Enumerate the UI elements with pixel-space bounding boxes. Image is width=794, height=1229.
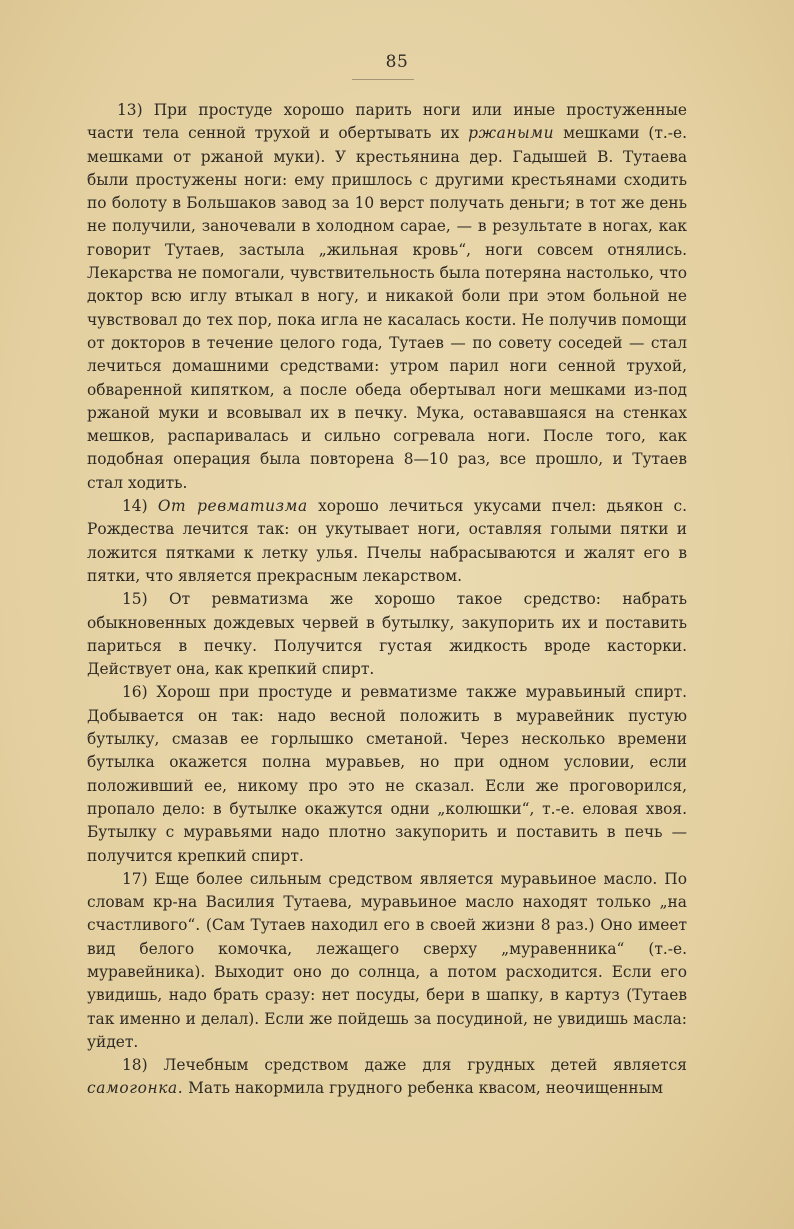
paragraph-text: 15) От ревматизма же хорошо такое средство: набрать обыкновенных дождевых червей в бутылку, закупорить их и поставить париться в печку. Получится густая жидкость вроде касторки. Действует она, как крепкий спирт. [87, 590, 687, 679]
paragraph-text: 17) Еще более сильным средством является муравьиное масло. По словам кр-на Василия Тутаева, муравьиное масло находят только „на счастливого“. (Сам Тутаев находил его в своей жизни 8 раз.) Оно имеет вид белого комочка, лежащего сверху „муравенника“ (т.-е. муравейника). Выходит оно до солнца, а потом расходится. Если его увидишь, надо брать сразу: нет посуды, бери в шапку, в картуз (Тутаев так именно и делал). Если же пойдешь за посудиной, не увидишь масла: уйдет. [87, 869, 687, 1051]
paragraph-text: хорошо лечиться укусами пчел: дьякон с. Рождества лечится так: он укутывает ноги, оставляя голыми пятки и ложится пятками к летку улья. Пчелы набрасываются и жалят его в пятки, что является прекрасным лекарством. [87, 497, 687, 585]
paragraph-15 [87, 588, 687, 681]
page-number-rule [352, 79, 414, 80]
paragraph-text: 16) Хорош при простуде и ревматизме также муравьиный спирт. Добывается он так: надо весной положить в муравейник пустую бутылку, смазав ее горлышко сметаной. Через несколько времени бутылка окажется полна муравьев, но при одном условии, если положивший ее, никому про это не сказал. Если же проговорился, пропало дело: в бутылке окажутся одни „колюшки“, т.-е. еловая хвоя. Бутылку с муравьями надо плотно закупорить и поставить в печь — получится крепкий спирт. [87, 683, 687, 865]
italic-phrase: От ревматизма [157, 497, 308, 516]
paragraph-text: мешками (т.-е. мешками от ржаной муки). У крестьянина дер. Гадышей В. Тутаева были простужены ноги: ему пришлось с другими крестьянами сходить по болоту в Большаков завод за 10 верст получать деньги; в тот же день не получили, заночевали в холодном сарае, — в результате в ногах, как говорит Тутаев, застыла „жильная кровь“, ноги совсем отнялись. Лекарства не помогали, чувствительность была потеряна настолько, что доктор всю иглу втыкал в ногу, и никакой боли при этом больной не чувствовал до тех пор, пока игла не касалась кости. Не получив помощи от докторов в течение целого года, Тутаев — по совету соседей — стал лечиться домашними средствами: утром парил ноги сенной трухой, обваренной кипятком, а после обеда обертывал ноги мешками из-под ржаной муки и всовывал их в печку. Мука, остававшаяся на стенках мешков, распаривалась и сильно согревала ноги. После того, как подобная операция была повторена 8—10 раз, все прошло, и Тутаев стал ходить. [87, 124, 687, 492]
paragraph-18 [87, 1054, 687, 1101]
page-number: 85 [385, 52, 409, 72]
paragraph-17 [87, 868, 687, 1054]
body-text [87, 99, 687, 1101]
paragraph-text: 14) [122, 497, 158, 516]
paragraph-text: 18) Лечебным средством даже для грудных детей является [122, 1056, 687, 1075]
italic-phrase: ржаными [468, 124, 555, 143]
paragraph-text: Мать накормила грудного ребенка квасом, неочищенным [183, 1079, 663, 1098]
italic-phrase: самогонка. [87, 1079, 184, 1098]
paragraph-text: 13) При простуде хорошо парить ноги или иные простуженные части тела сенной трухой и обертывать их [87, 101, 687, 143]
paragraph-13 [87, 99, 687, 495]
paragraph-14 [87, 495, 687, 588]
paragraph-16 [87, 681, 687, 867]
